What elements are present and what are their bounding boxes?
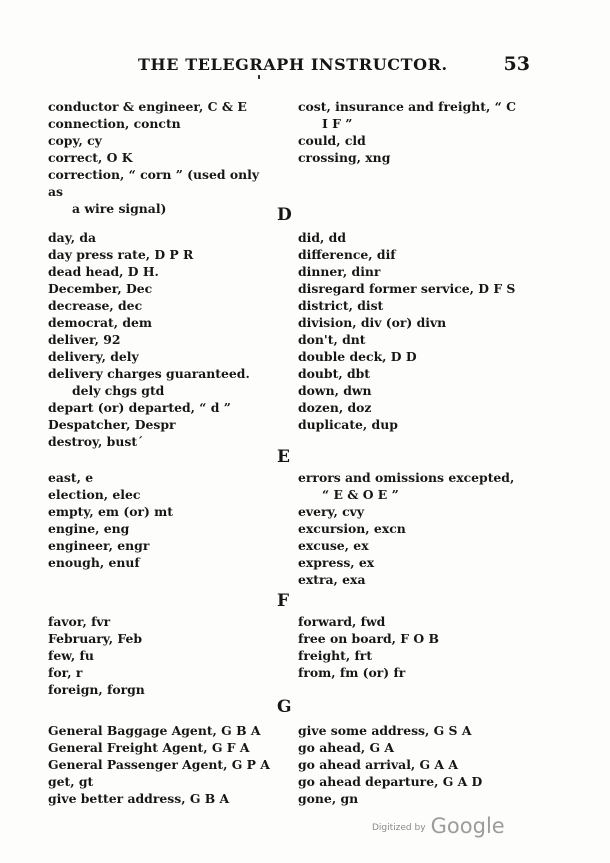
entry-text: election, elec xyxy=(48,487,141,502)
running-head: THE TELEGRAPH INSTRUCTOR. xyxy=(138,55,448,74)
entry-text: destroy, bust´ xyxy=(48,434,144,449)
entry-text: General Baggage Agent, G B A xyxy=(48,723,261,738)
entry-text: give some address, G S A xyxy=(298,723,472,738)
glossary-entry xyxy=(298,647,530,664)
glossary-entry xyxy=(298,382,530,399)
glossary-entry xyxy=(48,647,276,664)
glossary-entry xyxy=(298,416,530,433)
digitized-label: Digitized by xyxy=(372,823,426,833)
entry-text: gone, gn xyxy=(298,791,359,806)
entry-text: excuse, ex xyxy=(298,538,369,553)
entry-text: correct, O K xyxy=(48,150,133,165)
entry-text: go ahead, G A xyxy=(298,740,394,755)
glossary-entry xyxy=(48,98,276,115)
entry-text: get, gt xyxy=(48,774,94,789)
entry-text: few, fu xyxy=(48,648,94,663)
page-header xyxy=(130,55,530,77)
section-f-left-column xyxy=(48,613,276,698)
entry-continuation: I F ” xyxy=(322,116,353,131)
glossary-entry xyxy=(48,681,276,698)
glossary-entry xyxy=(48,486,276,503)
glossary-entry xyxy=(298,537,530,554)
glossary-entry xyxy=(298,756,530,773)
section-e-left-column xyxy=(48,469,276,571)
entry-text: cost, insurance and freight, “ C xyxy=(298,99,516,114)
page-number: 53 xyxy=(503,53,530,75)
glossary-entry xyxy=(48,664,276,681)
section-d-right-column xyxy=(298,229,530,433)
section-g-left-column xyxy=(48,722,276,807)
entry-text: extra, exa xyxy=(298,572,366,587)
glossary-entry xyxy=(298,790,530,807)
entry-text: dead head, D H. xyxy=(48,264,159,279)
entry-text: from, fm (or) fr xyxy=(298,665,406,680)
google-logo: Google xyxy=(430,814,505,838)
glossary-entry xyxy=(48,132,276,149)
entry-text: correction, “ corn ” (used only as xyxy=(48,167,260,199)
section-e-right-column xyxy=(298,469,530,588)
glossary-entry xyxy=(298,132,530,149)
glossary-entry xyxy=(48,314,276,331)
entry-text: express, ex xyxy=(298,555,375,570)
glossary-entry xyxy=(48,115,276,132)
glossary-entry xyxy=(298,486,530,503)
entry-text: day press rate, D P R xyxy=(48,247,194,262)
glossary-entry xyxy=(298,722,530,739)
entry-text: delivery, dely xyxy=(48,349,139,364)
entry-text: democrat, dem xyxy=(48,315,153,330)
glossary-entry xyxy=(298,664,530,681)
entry-text: for, r xyxy=(48,665,83,680)
glossary-entry xyxy=(298,520,530,537)
entry-text: errors and omissions excepted, xyxy=(298,470,515,485)
glossary-entry xyxy=(48,630,276,647)
glossary-entry xyxy=(48,554,276,571)
glossary-entry xyxy=(48,790,276,807)
glossary-entry xyxy=(298,554,530,571)
entry-text: go ahead departure, G A D xyxy=(298,774,483,789)
glossary-entry xyxy=(298,331,530,348)
entry-text: connection, conctn xyxy=(48,116,181,131)
glossary-entry xyxy=(48,537,276,554)
glossary-entry xyxy=(298,314,530,331)
glossary-entry xyxy=(298,348,530,365)
glossary-entry xyxy=(48,263,276,280)
glossary-entry xyxy=(48,773,276,790)
glossary-entry xyxy=(48,331,276,348)
section-heading-e: E xyxy=(277,447,290,467)
glossary-entry xyxy=(48,756,276,773)
glossary-entry xyxy=(298,229,530,246)
glossary-entry xyxy=(48,613,276,630)
entry-text: engine, eng xyxy=(48,521,130,536)
entry-text: General Freight Agent, G F A xyxy=(48,740,250,755)
entry-text: freight, frt xyxy=(298,648,373,663)
glossary-entry xyxy=(48,469,276,486)
glossary-entry xyxy=(48,348,276,365)
entry-text: excursion, excn xyxy=(298,521,406,536)
entry-text: duplicate, dup xyxy=(298,417,398,432)
entry-text: don't, dnt xyxy=(298,332,366,347)
section-heading-d: D xyxy=(277,205,292,225)
glossary-entry xyxy=(298,280,530,297)
entry-text: give better address, G B A xyxy=(48,791,230,806)
glossary-entry xyxy=(48,520,276,537)
glossary-entry xyxy=(298,630,530,647)
glossary-entry xyxy=(48,503,276,520)
entry-text: day, da xyxy=(48,230,97,245)
entry-text: doubt, dbt xyxy=(298,366,371,381)
entry-text: down, dwn xyxy=(298,383,372,398)
entry-continuation: a wire signal) xyxy=(72,201,167,216)
section-f-right-column xyxy=(298,613,530,681)
print-mark xyxy=(258,75,260,79)
section-c-left-column xyxy=(48,98,276,217)
entry-text: double deck, D D xyxy=(298,349,417,364)
glossary-entry xyxy=(298,246,530,263)
entry-text: empty, em (or) mt xyxy=(48,504,173,519)
digitized-watermark xyxy=(372,814,505,838)
glossary-entry xyxy=(298,773,530,790)
entry-text: did, dd xyxy=(298,230,346,245)
entry-text: free on board, F O B xyxy=(298,631,439,646)
section-c-right-column xyxy=(298,98,530,166)
entry-text: Despatcher, Despr xyxy=(48,417,176,432)
glossary-entry xyxy=(298,399,530,416)
glossary-entry xyxy=(298,98,530,132)
glossary-entry xyxy=(48,365,276,399)
entry-text: December, Dec xyxy=(48,281,153,296)
entry-text: foreign, forgn xyxy=(48,682,145,697)
entry-text: General Passenger Agent, G P A xyxy=(48,757,270,772)
glossary-entry xyxy=(298,503,530,520)
entry-text: enough, enuf xyxy=(48,555,140,570)
glossary-entry xyxy=(48,433,276,450)
glossary-entry xyxy=(298,739,530,756)
entry-text: conductor & engineer, C & E xyxy=(48,99,247,114)
entry-text: dozen, doz xyxy=(298,400,372,415)
glossary-entry xyxy=(298,263,530,280)
glossary-entry xyxy=(48,166,276,217)
glossary-entry xyxy=(48,722,276,739)
glossary-entry xyxy=(298,469,530,486)
glossary-entry xyxy=(48,229,276,246)
section-g-right-column xyxy=(298,722,530,807)
entry-text: district, dist xyxy=(298,298,384,313)
glossary-entry xyxy=(48,280,276,297)
entry-text: east, e xyxy=(48,470,94,485)
glossary-entry xyxy=(48,416,276,433)
glossary-entry xyxy=(48,149,276,166)
entry-text: dinner, dinr xyxy=(298,264,381,279)
entry-text: favor, fvr xyxy=(48,614,111,629)
glossary-entry xyxy=(298,613,530,630)
entry-text: difference, dif xyxy=(298,247,396,262)
entry-text: disregard former service, D F S xyxy=(298,281,516,296)
glossary-entry xyxy=(48,739,276,756)
entry-text: deliver, 92 xyxy=(48,332,121,347)
entry-text: decrease, dec xyxy=(48,298,143,313)
entry-text: every, cvy xyxy=(298,504,365,519)
entry-text: engineer, engr xyxy=(48,538,150,553)
section-heading-g: G xyxy=(277,697,292,717)
glossary-entry xyxy=(298,297,530,314)
entry-text: could, cld xyxy=(298,133,366,148)
entry-text: February, Feb xyxy=(48,631,143,646)
section-heading-f: F xyxy=(277,591,290,611)
glossary-entry xyxy=(298,365,530,382)
glossary-entry xyxy=(298,149,530,166)
section-d-left-column xyxy=(48,229,276,450)
glossary-entry xyxy=(48,246,276,263)
entry-text: division, div (or) divn xyxy=(298,315,447,330)
entry-text: crossing, xng xyxy=(298,150,391,165)
entry-text: go ahead arrival, G A A xyxy=(298,757,458,772)
glossary-entry xyxy=(298,571,530,588)
entry-continuation: dely chgs gtd xyxy=(72,383,165,398)
glossary-entry xyxy=(48,399,276,416)
entry-text: depart (or) departed, “ d ” xyxy=(48,400,231,415)
entry-text: “ E & O E ” xyxy=(322,487,399,502)
entry-text: delivery charges guaranteed. xyxy=(48,366,250,381)
entry-text: forward, fwd xyxy=(298,614,386,629)
glossary-entry xyxy=(48,297,276,314)
entry-text: copy, cy xyxy=(48,133,102,148)
